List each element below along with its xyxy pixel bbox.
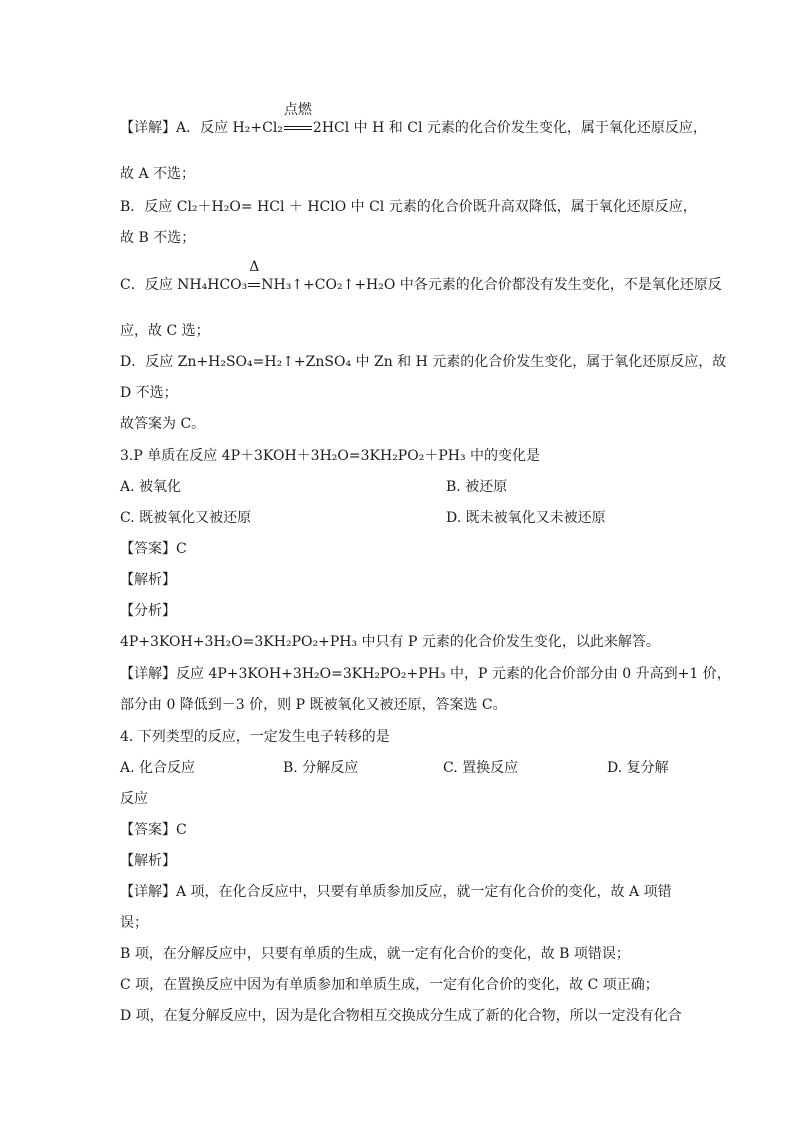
q4-detail-2: 误； <box>120 915 148 931</box>
p4-line1: D．反应 Zn+H₂SO₄=H₂↑+ZnSO₄ 中 Zn 和 H 元素的化合价发生变化，属于氧化还原反应，故 <box>120 354 727 370</box>
q4-option-c: C. 置换反应 <box>443 760 519 776</box>
q4-option-a: A. 化合反应 <box>120 760 196 776</box>
q4-jiexi: 【解析】 <box>120 853 176 869</box>
p1-line1 <box>120 102 707 138</box>
q4-detail-3: B 项，在分解反应中，只要有单质的生成，就一定有化合价的变化，故 B 项错误； <box>120 946 630 962</box>
condition-label: Δ <box>249 259 260 275</box>
q3-option-d: D. 既未被氧化又未被还原 <box>446 510 606 526</box>
q4-detail-1: 【详解】A 项，在化合反应中，只要有单质参加反应，就一定有化合价的变化，故 A 项错 <box>120 884 672 900</box>
q4-detail-5: D 项，在复分解反应中，因为是化合物相互交换成分生成了新的化合物，所以一定没有化合 <box>120 1008 682 1024</box>
q4-option-b: B. 分解反应 <box>283 760 359 776</box>
reaction-condition <box>283 102 313 138</box>
reaction-c-pre: C．反应 NH₄HCO₃ <box>120 277 248 293</box>
p2-line2: 故 B 不选； <box>120 230 196 246</box>
reaction-a-pre: A．反应 H₂+Cl₂ <box>176 120 283 136</box>
q3-answer: 【答案】C <box>120 541 187 557</box>
q3-fenxi-text: 4P+3KOH+3H₂O=3KH₂PO₂+PH₃ 中只有 P 元素的化合价发生变化，以此来解答。 <box>120 634 660 650</box>
q4-detail-4: C 项，在置换反应中因为有单质参加和单质生成，一定有化合价的变化，故 C 项正确； <box>120 977 659 993</box>
p5-conclusion: 故答案为 C。 <box>120 416 206 432</box>
condition-label: 点燃 <box>283 102 312 118</box>
p3-line1 <box>120 259 722 295</box>
reaction-c-post: NH₃↑+CO₂↑+H₂O 中各元素的化合价都没有发生变化，不是氧化还原反 <box>261 277 722 293</box>
q3-option-a: A. 被氧化 <box>120 479 182 495</box>
q4-stem: 4. 下列类型的反应，一定发生电子转移的是 <box>120 729 390 745</box>
q3-option-b: B. 被还原 <box>446 479 508 495</box>
p1-line2: 故 A 不选； <box>120 166 196 182</box>
q4-option-d: D. 复分解 <box>607 760 669 776</box>
q3-jiexi: 【解析】 <box>120 572 176 588</box>
q3-fenxi: 【分析】 <box>120 603 176 619</box>
q4-answer: 【答案】C <box>120 822 187 838</box>
reaction-condition <box>247 259 261 295</box>
detail-tag: 【详解】 <box>120 120 176 136</box>
reaction-a-post: 2HCl 中 H 和 Cl 元素的化合价发生变化，属于氧化还原反应， <box>312 120 707 136</box>
q3-detail-1: 【详解】反应 4P+3KOH+3H₂O=3KH₂PO₂+PH₃ 中，P 元素的化合价部分由 0 升高到+1 价， <box>120 666 731 682</box>
p2-line1: B．反应 Cl₂＋H₂O= HCl ＋ HClO 中 Cl 元素的化合价既升高双降低，属于氧化还原反应， <box>120 199 697 215</box>
q4-option-d-cont: 反应 <box>120 791 148 807</box>
p4-line2: D 不选； <box>120 385 178 401</box>
q3-stem: 3.P 单质在反应 4P＋3KOH＋3H₂O=3KH₂PO₂＋PH₃ 中的变化是 <box>120 448 541 464</box>
p3-line2: 应，故 C 选； <box>120 323 210 339</box>
q3-detail-2: 部分由 0 降低到－3 价，则 P 既被氧化又被还原，答案选 C。 <box>120 697 507 713</box>
q3-option-c: C. 既被氧化又被还原 <box>120 510 252 526</box>
